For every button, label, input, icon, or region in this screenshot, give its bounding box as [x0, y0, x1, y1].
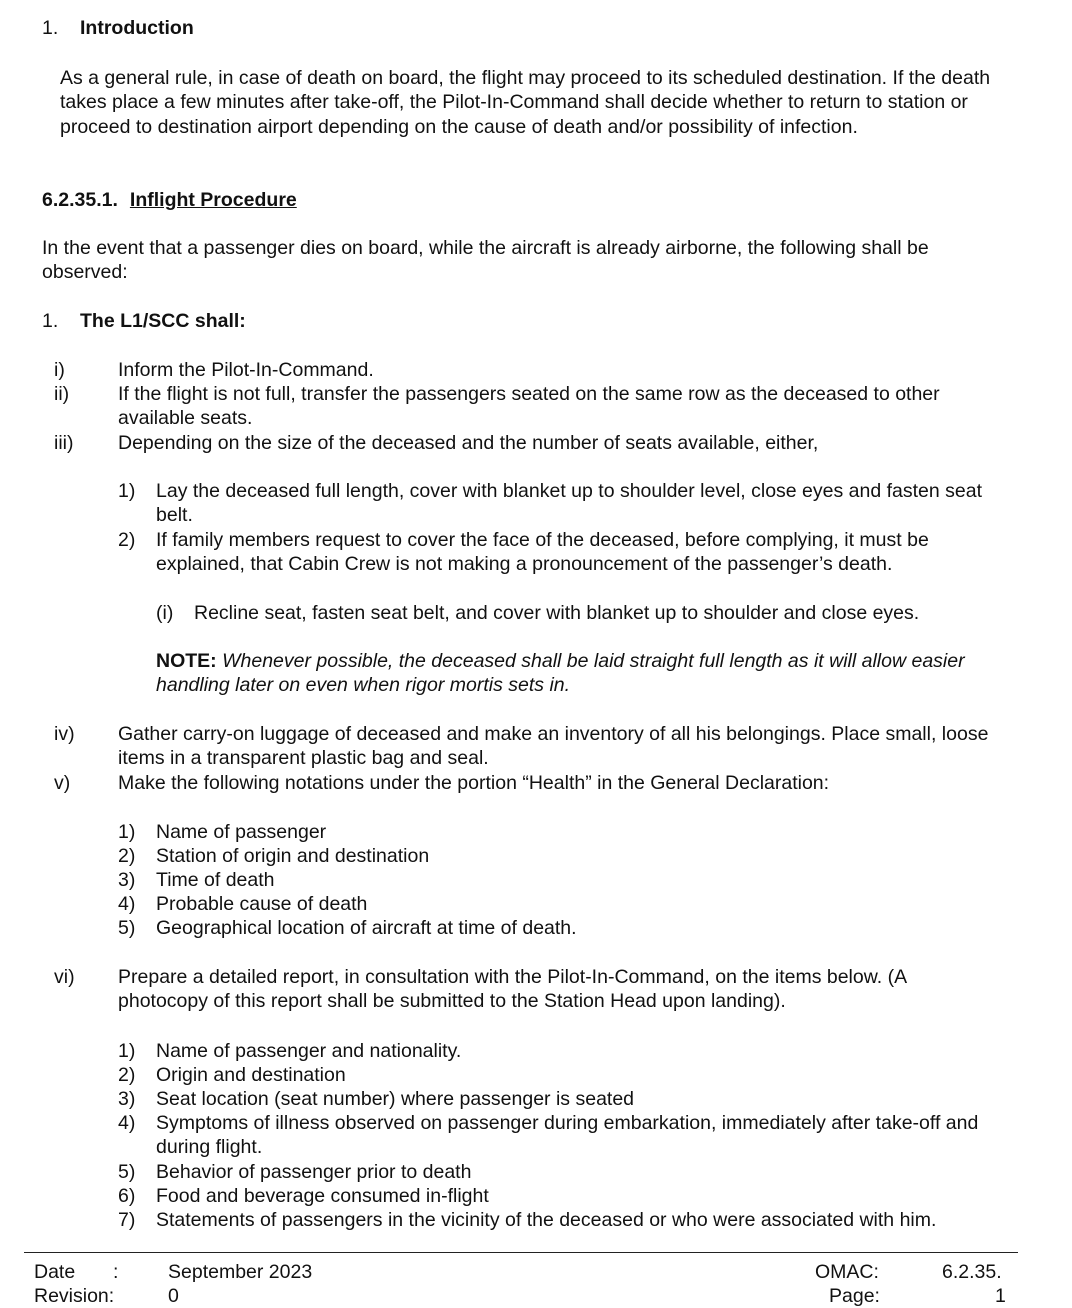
list-item-text: Probable cause of death [156, 893, 368, 915]
intro-heading-text: Introduction [80, 17, 194, 39]
list-item-number: i) [54, 359, 65, 381]
list-item [118, 868, 1000, 892]
note-label: NOTE: [156, 650, 217, 672]
l1-heading-text: The L1/SCC shall: [80, 310, 246, 332]
list-item-number: 2) [118, 529, 136, 551]
list-item-text: Food and beverage consumed in-flight [156, 1185, 489, 1207]
section-heading [42, 188, 297, 212]
list-item-text: Origin and destination [156, 1064, 346, 1086]
list-item-number: 4) [118, 1112, 136, 1134]
list-item [118, 892, 1000, 916]
list-item-number: 4) [118, 893, 136, 915]
list-item [50, 431, 1000, 455]
list-item [118, 1063, 1000, 1087]
footer-page-value: 1 [995, 1285, 1006, 1307]
list-item-number: 2) [118, 845, 136, 867]
footer-revision-label: Revision: [34, 1285, 115, 1307]
list-item [118, 1160, 1000, 1184]
list-item-text: Symptoms of illness observed on passenger during embarkation, immediately after take-off and during flight. [156, 1112, 979, 1159]
list-item [118, 528, 1000, 577]
list-item [118, 916, 1000, 940]
list-item-text: Gather carry-on luggage of deceased and make an inventory of all his belongings. Place small, loose items in a transparent plastic bag and seal. [118, 723, 989, 770]
list-item-text: Name of passenger [156, 821, 327, 843]
section-paragraph: In the event that a passenger dies on board, while the aircraft is already airborne, the following shall be observed: [42, 237, 929, 284]
list-item-number: 7) [118, 1209, 136, 1231]
list-item-number: ii) [54, 383, 70, 405]
list-item-text: Station of origin and destination [156, 845, 430, 867]
list-item [118, 1087, 1000, 1111]
sub-list-item-number: (i) [156, 602, 174, 624]
list-item-text: Lay the deceased full length, cover with blanket up to shoulder level, close eyes and fasten seat belt. [156, 480, 983, 527]
list-item [50, 382, 1000, 431]
section-title: Inflight Procedure [129, 189, 297, 211]
list-item-number: iv) [54, 723, 75, 745]
intro-number: 1. [42, 17, 59, 39]
list-item-text: Statements of passengers in the vicinity of the deceased or who were associated with him. [156, 1209, 937, 1231]
list-item-number: 1) [118, 480, 136, 502]
list-item [118, 1208, 1018, 1232]
list-item-text: Seat location (seat number) where passenger is seated [156, 1088, 635, 1110]
list-item [50, 771, 1000, 795]
note-text: Whenever possible, the deceased shall be laid straight full length as it will allow easier handling later on even when rigor mortis sets in. [156, 650, 965, 697]
section-number: 6.2.35.1. [42, 189, 118, 211]
l1-heading [42, 309, 246, 333]
sub-list-item [156, 601, 1000, 625]
footer-omac-label: OMAC: [815, 1261, 879, 1283]
list-item-text: If family members request to cover the face of the deceased, before complying, it must be explained, that Cabin Crew is not making a pronouncement of the passenger’s death. [156, 529, 929, 576]
list-item [118, 479, 1000, 528]
list-item [118, 1184, 1000, 1208]
list-item-number: vi) [54, 966, 75, 988]
list-item [118, 844, 1000, 868]
footer-date-colon: : [113, 1261, 119, 1283]
footer-divider [24, 1252, 1018, 1253]
list-item-number: 2) [118, 1064, 136, 1086]
l1-number: 1. [42, 310, 59, 332]
list-item-number: 3) [118, 1088, 136, 1110]
list-item-text: Depending on the size of the deceased and the number of seats available, either, [118, 432, 819, 454]
list-item [118, 820, 1000, 844]
list-item-text: Name of passenger and nationality. [156, 1040, 462, 1062]
footer-page-label: Page: [829, 1285, 880, 1307]
intro-paragraph: As a general rule, in case of death on board, the flight may proceed to its scheduled destination. If the death takes place a few minutes after take-off, the Pilot-In-Command shall decide whether to return to station or proceed to destination airport depending on the cause of death and/or possibility of infection. [60, 67, 991, 138]
list-item [50, 358, 1000, 382]
sub-list-item-text: Recline seat, fasten seat belt, and cover with blanket up to shoulder and close eyes. [194, 602, 920, 624]
list-item-text: Geographical location of aircraft at time of death. [156, 917, 577, 939]
list-item-text: Make the following notations under the portion “Health” in the General Declaration: [118, 772, 830, 794]
list-item-text: Behavior of passenger prior to death [156, 1161, 472, 1183]
footer-date-value: September 2023 [168, 1261, 313, 1283]
list-item-number: 5) [118, 917, 136, 939]
intro-heading [42, 16, 194, 40]
footer-date-label: Date [34, 1261, 76, 1283]
list-item-number: 1) [118, 821, 136, 843]
list-item-text: Inform the Pilot-In-Command. [118, 359, 374, 381]
note-block [156, 649, 1000, 698]
list-item-number: 6) [118, 1185, 136, 1207]
list-item-number: v) [54, 772, 71, 794]
list-item [50, 965, 1000, 1014]
list-item-number: 1) [118, 1040, 136, 1062]
list-item [118, 1039, 1000, 1063]
list-item-text: Prepare a detailed report, in consultation with the Pilot-In-Command, on the items below. (A photocopy of this report shall be submitted to the Station Head upon landing). [118, 966, 906, 1013]
footer-revision-value: 0 [168, 1285, 179, 1307]
list-item-number: iii) [54, 432, 74, 454]
list-item-text: Time of death [156, 869, 275, 891]
list-item [118, 1111, 1000, 1160]
list-item-text: If the flight is not full, transfer the passengers seated on the same row as the deceased to other available seats. [118, 383, 940, 430]
list-item-number: 5) [118, 1161, 136, 1183]
footer-omac-value: 6.2.35. [942, 1261, 1002, 1283]
list-item-number: 3) [118, 869, 136, 891]
list-item [50, 722, 1000, 771]
